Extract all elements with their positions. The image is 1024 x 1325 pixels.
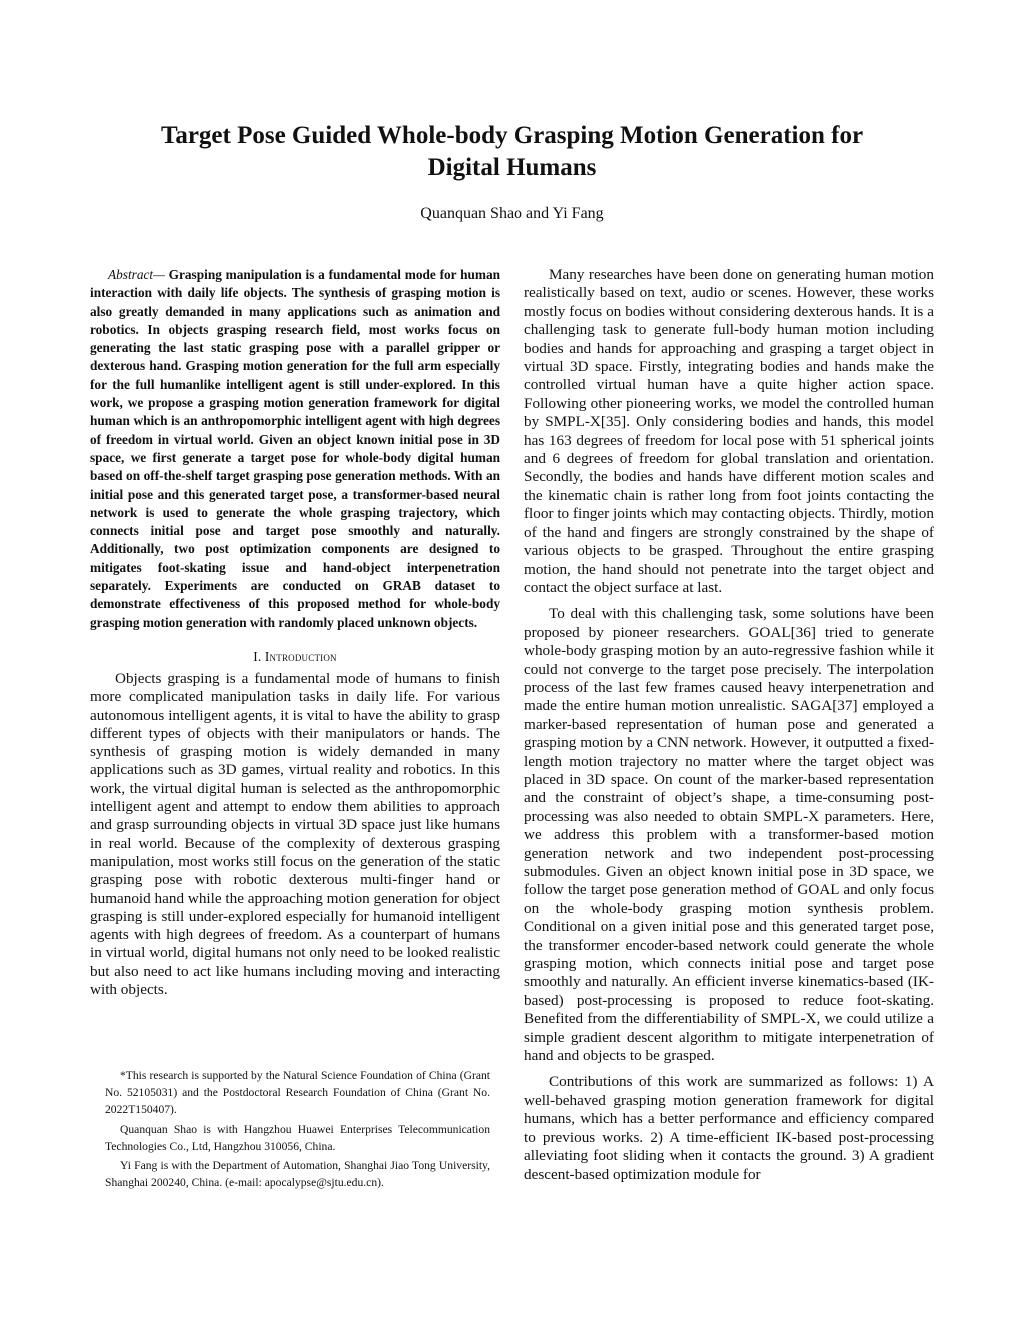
abstract-label: Abstract— <box>108 267 165 282</box>
right-column <box>524 266 934 1184</box>
right-paragraph-1: Many researches have been done on generating human motion realistically based on text, audio or scenes. However, these works mostly focus on bodies without considering dexterous hands. It is a challenging task to generate full-body human motion including bodies and hands for approaching and grasping a target object in virtual 3D space. Firstly, integrating bodies and hands make the controlled virtual human have a quite higher action space. Following other pioneering works, we model the controlled human by SMPL-X[35]. Only considering bodies and hands, this model has 163 degrees of freedom for local pose with 51 spherical joints and 6 degrees of freedom for global translation and orientation. Secondly, the bodies and hands have different motion scales and the kinematic chain is rather long from foot joints contacting the floor to finger joints which may contacting objects. Thirdly, motion of the hand and fingers are strongly constrained by the shape of various objects to be grasped. Throughout the entire grasping motion, the hand should not penetrate into the target object and contact the object surface at last. <box>524 266 934 596</box>
title-line-2: Digital Humans <box>427 154 597 181</box>
abstract-text: Grasping manipulation is a fundamental mode for human interaction with daily life objects. The synthesis of grasping motion is also greatly demanded in many applications such as animation and robotics. In objects grasping research field, most works focus on generating the last static grasping pose with a parallel gripper or dexterous hand. Grasping motion generation for the full arm especially for the full humanlike intelligent agent is still under-explored. In this work, we propose a grasping motion generation framework for digital human which is an anthropomorphic intelligent agent with high degrees of freedom in virtual world. Given an object known initial pose in 3D space, we first generate a target pose for whole-body digital human based on off-the-shelf target grasping pose generation methods. With an initial pose and this generated target pose, a transformer-based neural network is used to generate the whole grasping trajectory, which connects initial pose and target pose smoothly and naturally. Additionally, two post optimization components are designed to mitigates foot-skating issue and hand-object interpenetration separately. Experiments are conducted on GRAB dataset to demonstrate effectiveness of this proposed method for whole-body grasping motion generation with randomly placed unknown objects. <box>90 267 500 630</box>
left-column <box>90 266 500 999</box>
paper-title <box>90 120 934 184</box>
section-heading-introduction: I. Introduction <box>253 648 337 664</box>
title-line-1: Target Pose Guided Whole-body Grasping Motion Generation for <box>160 122 864 149</box>
right-paragraph-3: Contributions of this work are summarized as follows: 1) A well-behaved grasping motion generation framework for digital humans, which has a better performance and efficiency compared to previous works. 2) A time-efficient IK-based post-processing alleviating foot sliding when it contacts the ground. 3) A gradient descent-based optimization module for <box>524 1073 934 1183</box>
footnote-author-1: Quanquan Shao is with Hangzhou Huawei Enterprises Telecommunication Technologies Co., Ltd, Hangzhou 310056, China. <box>105 1122 490 1153</box>
intro-paragraph: Objects grasping is a fundamental mode of humans to finish more complicated manipulation tasks in daily life. For various autonomous intelligent agents, it is vital to have the ability to grasp different types of objects with their manipulators or hands. The synthesis of grasping motion is widely demanded in many applications such as 3D games, virtual reality and robotics. In this work, the virtual digital human is selected as the anthropomorphic intelligent agent and attempt to endow them abilities to approach and grasp surrounding objects in virtual 3D space just like humans in real world. Because of the complexity of dexterous grasping manipulation, most works still focus on the generation of the static grasping pose with robotic dexterous multi-finger hand or humanoid hand while the approaching motion generation for object grasping is still under-explored especially for humanoid intelligent agents with high degrees of freedom. As a counterpart of humans in virtual world, digital humans not only need to be looked realistic but also need to act like humans including moving and interacting with objects. <box>90 669 500 998</box>
footnotes <box>105 1067 490 1193</box>
right-paragraph-2: To deal with this challenging task, some solutions have been proposed by pioneer researchers. GOAL[36] tried to generate whole-body grasping motion by an auto-regressive fashion while it could not converge to the target pose precisely. The interpolation process of the last few frames caused heavy interpenetration and made the entire human motion unrealistic. SAGA[37] employed a marker-based representation of human pose and generated a grasping motion by a CNN network. However, it outputted a fixed-length motion trajectory no matter where the target object was placed in 3D space. On count of the marker-based representation and the constraint of object’s shape, a time-consuming post-processing was also needed to obtain SMPL-X parameters. Here, we address this problem with a transformer-based motion generation network and two independent post-processing submodules. Given an object known initial pose in 3D space, we follow the target pose generation method of GOAL and only focus on the whole-body grasping motion synthesis problem. Conditional on a given initial pose and this generated target pose, the transformer encoder-based network could generate the whole grasping motion, which connects initial pose and target pose smoothly and naturally. An efficient inverse kinematics-based (IK-based) post-processing is proposed to reduce foot-skating. Benefited from the differentiability of SMPL-X, we could utilize a simple gradient descent algorithm to mitigate interpenetration of hand and objects to be grasped. <box>524 605 934 1065</box>
footnote-funding: *This research is supported by the Natural Science Foundation of China (Grant No. 52105031) and the Postdoctoral Research Foundation of China (Grant No. 2022T150407). <box>105 1069 490 1117</box>
abstract <box>90 266 500 632</box>
footnote-author-2: Yi Fang is with the Department of Automation, Shanghai Jiao Tong University, Shanghai 200240, China. (e-mail: apocalypse@sjtu.edu.cn). <box>105 1159 490 1190</box>
author-list: Quanquan Shao and Yi Fang <box>420 205 604 222</box>
